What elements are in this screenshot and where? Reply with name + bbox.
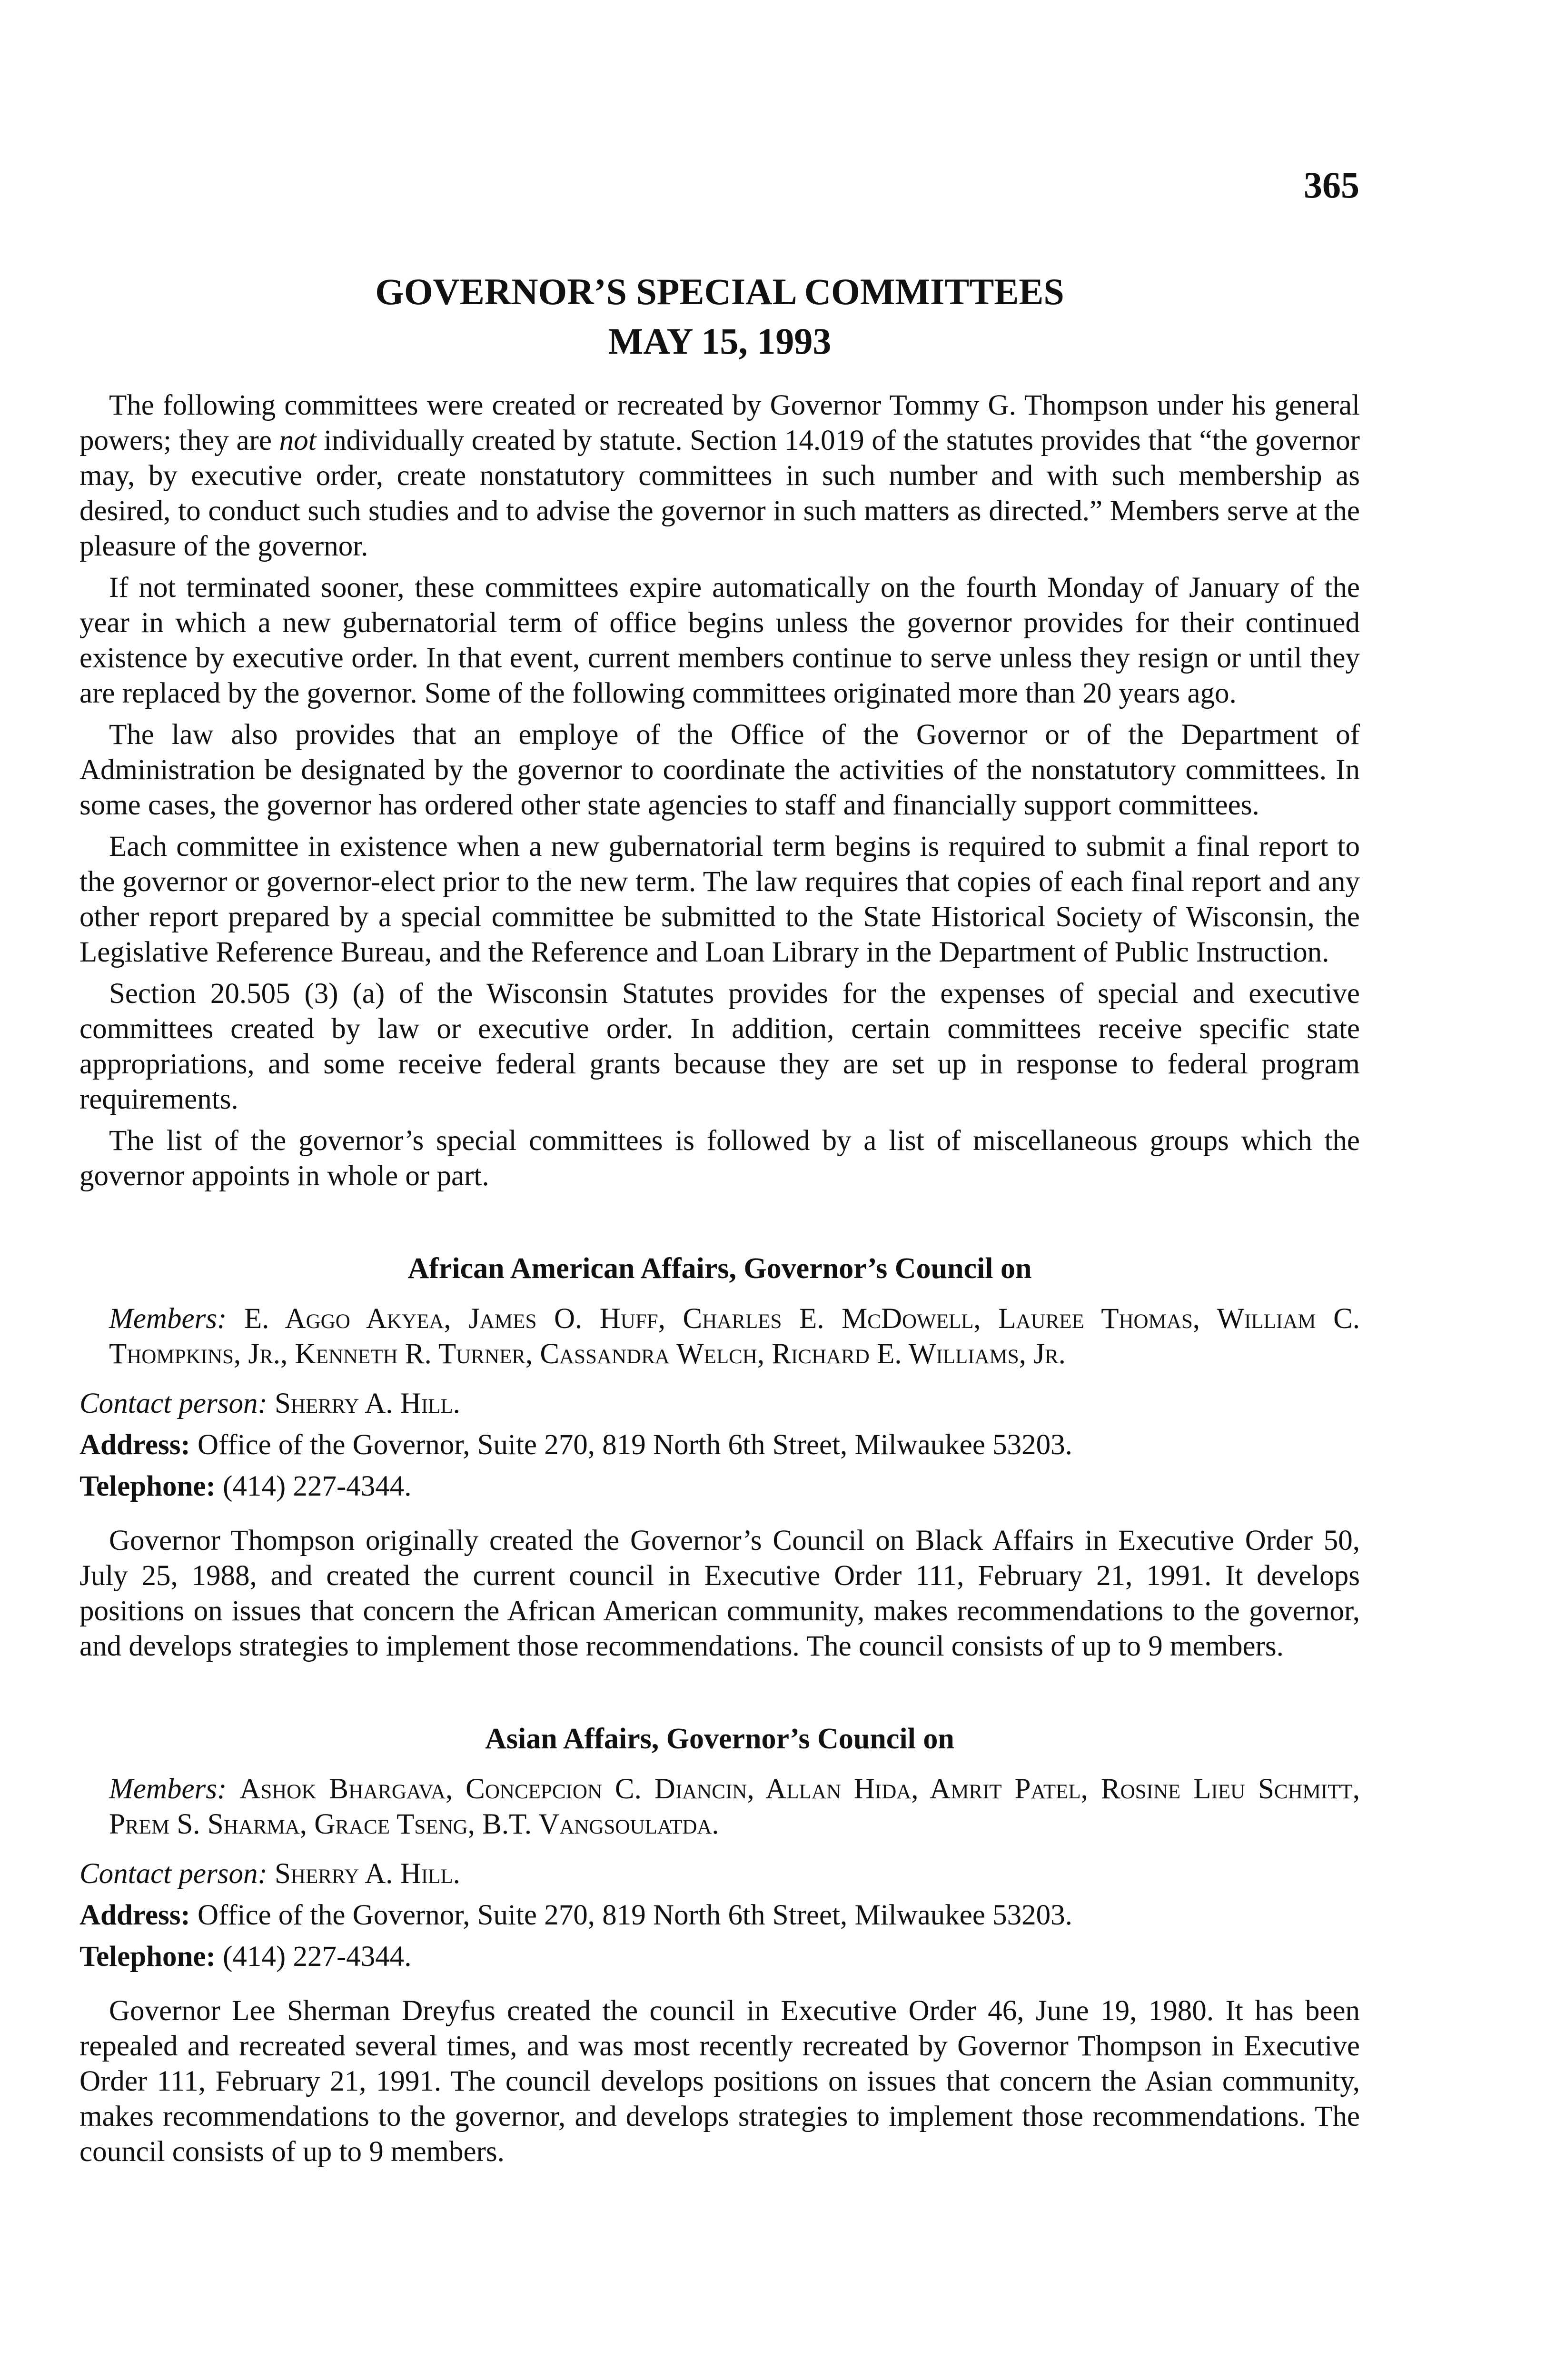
intro-paragraph: Section 20.505 (3) (a) of the Wisconsin Statutes provides for the expenses of special and executive committees created by law or executive order. In addition, certain committees receive specific state appropriations, and some receive federal grants because they are set up in response to federal program requirements. bbox=[79, 978, 1360, 1115]
committee-heading: African American Affairs, Governor’s Council on bbox=[407, 1252, 1032, 1285]
telephone-label: Telephone: bbox=[79, 1941, 216, 1973]
telephone-value: (414) 227-4344. bbox=[223, 1941, 412, 1973]
committee-contact bbox=[79, 1386, 1360, 1421]
contact-label: Contact person: bbox=[79, 1858, 268, 1890]
committee-members bbox=[79, 1772, 1360, 1842]
telephone-value: (414) 227-4344. bbox=[223, 1470, 412, 1502]
intro-paragraph bbox=[79, 388, 1360, 564]
intro-paragraph: If not terminated sooner, these committees expire automatically on the fourth Monday of January of the year in which a new gubernatorial term of office begins unless the governor provides for their continued existence by executive order. In that event, current members continue to serve unless they resign or until they are replaced by the governor. Some of the following committees originated more than 20 years ago. bbox=[79, 572, 1360, 709]
committee-entry bbox=[79, 1252, 1360, 1664]
address-value: Office of the Governor, Suite 270, 819 North 6th Street, Milwaukee 53203. bbox=[198, 1429, 1072, 1461]
address-label: Address: bbox=[79, 1899, 190, 1931]
address-label: Address: bbox=[79, 1429, 190, 1461]
committee-members bbox=[79, 1301, 1360, 1372]
telephone-label: Telephone: bbox=[79, 1470, 216, 1502]
page-date: MAY 15, 1993 bbox=[608, 320, 832, 362]
intro-paragraph: The list of the governor’s special committees is followed by a list of miscellaneous groups which the governor appoints in whole or part. bbox=[79, 1125, 1360, 1192]
committee-heading: Asian Affairs, Governor’s Council on bbox=[485, 1723, 954, 1755]
members-label: Members: bbox=[109, 1773, 227, 1805]
members-label: Members: bbox=[109, 1303, 227, 1335]
members-list: E. Aggo Akyea, James O. Huff, Charles E. McDowell, Lauree Thomas, William C. Thompkins, Jr., Kenneth R. Turner, Cassandra Welch, Richard E. Williams, Jr. bbox=[109, 1303, 1360, 1370]
committee-description: Governor Thompson originally created the Governor’s Council on Black Affairs in Executive Order 50, July 25, 1988, and created the current council in Executive Order 111, February 21, 1991. It develops positions on issues that concern the African American community, makes recommendations to the governor, and develops strategies to implement those recommendations. The council consists of up to 9 members. bbox=[79, 1525, 1360, 1662]
intro-text: The following committees were created or recreated by Governor Tommy G. Thompson under his general powers; they are bbox=[79, 389, 1360, 456]
committee-address bbox=[79, 1428, 1360, 1463]
members-list: Ashok Bhargava, Concepcion C. Diancin, Allan Hida, Amrit Patel, Rosine Lieu Schmitt, Prem S. Sharma, Grace Tseng, B.T. Vangsoulatda. bbox=[109, 1773, 1360, 1840]
committee-telephone bbox=[79, 1939, 1360, 1974]
intro-text: individually created by statute. Section 14.019 of the statutes provides that “the governor may, by executive order, create nonstatutory committees in such number and with such membership as desired, to conduct such studies and to advise the governor in such matters as directed.” Members serve at the pleasure of the governor. bbox=[79, 425, 1360, 562]
committee-address bbox=[79, 1898, 1360, 1933]
committee-description: Governor Lee Sherman Dreyfus created the council in Executive Order 46, June 19, 1980. It has been repealed and recreated several times, and was most recently recreated by Governor Thompson in Executive Order 111, February 21, 1991. The council develops positions on issues that concern the Asian community, makes recommendations to the governor, and develops strategies to implement those recommendations. The council consists of up to 9 members. bbox=[79, 1995, 1360, 2168]
page-number: 365 bbox=[1304, 164, 1359, 206]
address-value: Office of the Governor, Suite 270, 819 North 6th Street, Milwaukee 53203. bbox=[198, 1899, 1072, 1931]
committee-entry bbox=[79, 1722, 1360, 2170]
committee-contact bbox=[79, 1856, 1360, 1892]
intro-emphasis: not bbox=[279, 425, 317, 456]
page-title: GOVERNOR’S SPECIAL COMMITTEES bbox=[375, 271, 1064, 312]
contact-person: Sherry A. Hill. bbox=[275, 1388, 460, 1419]
committee-telephone bbox=[79, 1469, 1360, 1504]
intro-paragraph: Each committee in existence when a new gubernatorial term begins is required to submit a final report to the governor or governor-elect prior to the new term. The law requires that copies of each final report and any other report prepared by a special committee be submitted to the State Historical Society of Wisconsin, the Legislative Reference Bureau, and the Reference and Loan Library in the Department of Public Instruction. bbox=[79, 831, 1360, 968]
contact-person: Sherry A. Hill. bbox=[275, 1858, 460, 1890]
intro-paragraph: The law also provides that an employe of the Office of the Governor or of the Department of Administration be designated by the governor to coordinate the activities of the nonstatutory committees. In some cases, the governor has ordered other state agencies to staff and financially support committees. bbox=[79, 719, 1360, 821]
document-body bbox=[79, 388, 1360, 2176]
contact-label: Contact person: bbox=[79, 1388, 268, 1419]
